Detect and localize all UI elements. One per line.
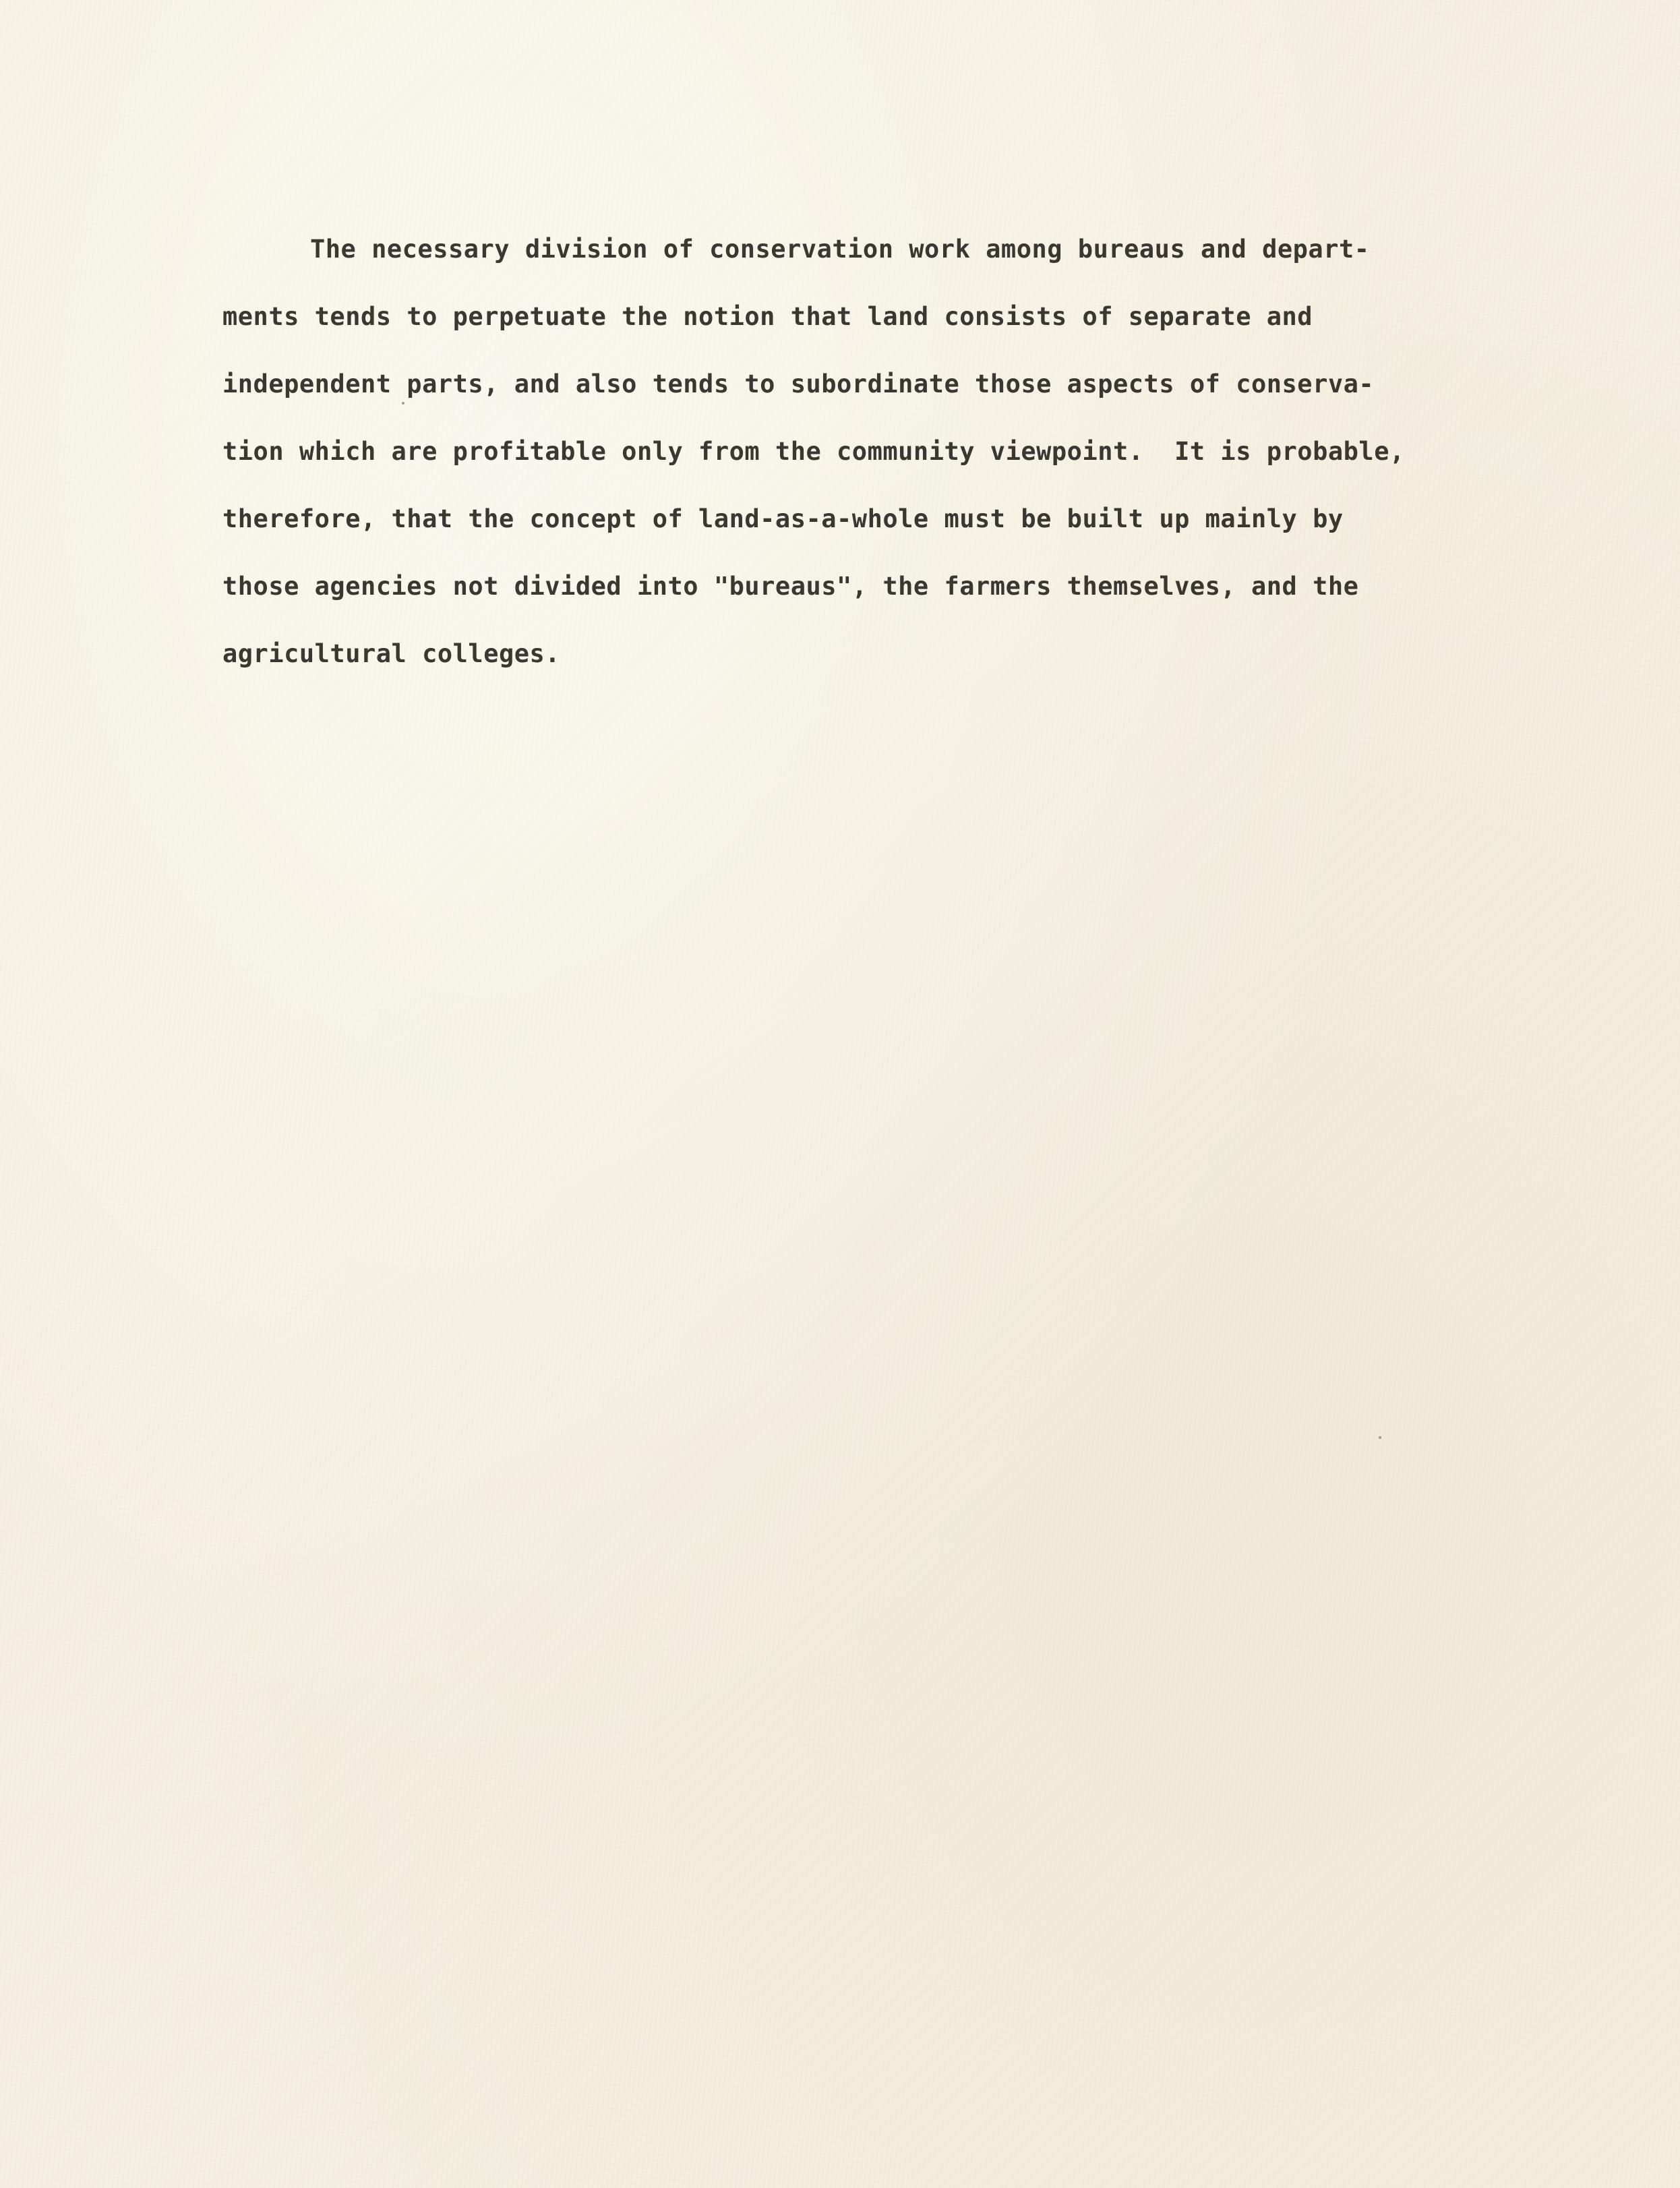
paragraph-line: ments tends to perpetuate the notion that land consists of separate and — [222, 302, 1313, 331]
paper-speck — [402, 402, 404, 405]
paragraph-line: independent parts, and also tends to subordinate those aspects of conserva- — [222, 369, 1375, 398]
paper-speck — [1379, 1436, 1381, 1439]
paragraph-line: The necessary division of conservation work among bureaus and depart- — [310, 235, 1370, 264]
paragraph-line: agricultural colleges. — [222, 639, 561, 668]
body-paragraph — [222, 216, 1537, 688]
paragraph-line: tion which are profitable only from the community viewpoint. It is probable, — [222, 437, 1405, 466]
paragraph-line: therefore, that the concept of land-as-a-whole must be built up mainly by — [222, 504, 1344, 533]
paragraph-line: those agencies not divided into "bureaus", the farmers themselves, and the — [222, 572, 1359, 601]
